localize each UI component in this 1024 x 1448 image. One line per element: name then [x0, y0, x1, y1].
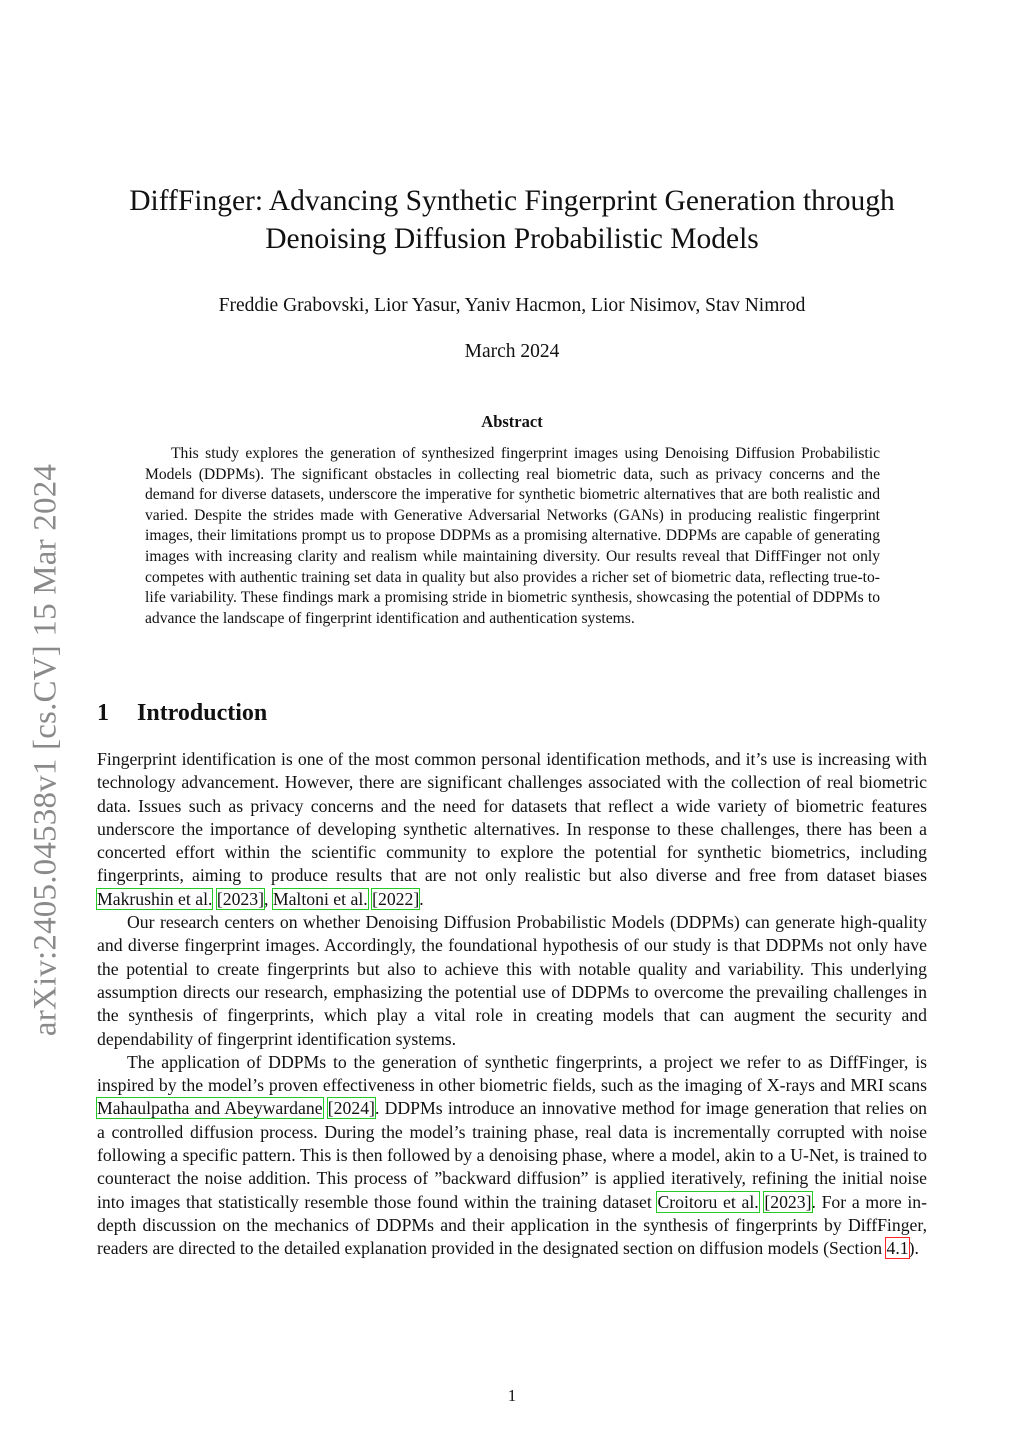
publication-date: March 2024: [464, 341, 560, 362]
paragraph-1-text: Fingerprint identification is one of the most common personal identification methods, and it’s use is increasing with technology advancement. However, there are significant challenges associated with the collection of real biometric data. Issues such as privacy concerns and the need for datasets that reflect a wide variety of biometric features underscore the importance of developing synthetic alternatives. In response to these challenges, there has been a concerted effort within the scientific community to explore the potential for synthetic biometrics, including fingerprints, aiming to produce results that are not only realistic but also diverse and free from dataset biases: [97, 749, 927, 886]
section-title: Introduction: [137, 700, 268, 726]
introduction-body: [97, 748, 927, 1261]
citation-separator: ,: [264, 888, 273, 909]
author-list: Freddie Grabovski, Lior Yasur, Yaniv Hacmon, Lior Nisimov, Stav Nimrod: [218, 295, 806, 316]
abstract-heading: Abstract: [481, 412, 543, 431]
citation-maltoni-name[interactable]: Maltoni et al.: [272, 888, 368, 909]
arxiv-identifier: arXiv:2405.04538v1 [cs.CV] 15 Mar 2024: [27, 463, 64, 1037]
page-number: 1: [507, 1386, 517, 1405]
paragraph-1-end: .: [419, 888, 424, 909]
paragraph-3-text-b: . DDPMs introduce an innovative method for image generation that relies on a controlled diffusion process. During the model’s training phase, real data is incrementally corrupted with noise following a specific pattern. This is then followed by a denoising phase, where a model, akin to a U-Net, is trained to counteract the noise addition. This process of ”backward diffusion” is applied iteratively, refining the initial noise into images that statistically resemble those found within the training dataset: [97, 1098, 928, 1212]
section-number: 1: [97, 700, 109, 726]
paragraph-3: [97, 1051, 927, 1261]
paragraph-1: [97, 748, 927, 911]
citation-maltoni-year[interactable]: [2022]: [372, 888, 420, 909]
arxiv-sidebar: [16, 440, 76, 1060]
title-line-1: DiffFinger: Advancing Synthetic Fingerprint Generation through: [129, 185, 895, 217]
citation-mahaulpatha-year[interactable]: [2024]: [327, 1098, 375, 1119]
section-reference-link[interactable]: 4.1: [886, 1238, 909, 1259]
citation-mahaulpatha-name[interactable]: Mahaulpatha and Abeywardane: [97, 1098, 323, 1119]
paragraph-2: Our research centers on whether Denoising Diffusion Probabilistic Models (DDPMs) can generate high-quality and diverse fingerprint images. Accordingly, the foundational hypothesis of our study is that DDPMs not only have the potential to create fingerprints but also to achieve this with notable quality and variability. This underlying assumption directs our research, emphasizing the potential use of DDPMs to overcome the prevailing challenges in the synthesis of fingerprints, which play a vital role in creating models that can augment the security and dependability of fingerprint identification systems.: [97, 912, 927, 1049]
paragraph-3-text-a: The application of DDPMs to the generation of synthetic fingerprints, a project we refer to as DiffFinger, is inspired by the model’s proven effectiveness in other biometric fields, such as the imaging of X-rays and MRI scans: [97, 1051, 927, 1096]
paragraph-3-text-d: ).: [908, 1238, 919, 1259]
paper-title: [100, 182, 924, 258]
title-line-2: Denoising Diffusion Probabilistic Models: [265, 223, 759, 255]
section-heading-introduction: [97, 700, 267, 727]
citation-croitoru-year[interactable]: [2023]: [764, 1191, 812, 1212]
paragraph-3-text-c: . For a more in-depth discussion on the mechanics of DDPMs and their application in the synthesis of fingerprints by DiffFinger, readers are directed to the detailed explanation provided in the designated section on diffusion models (Section: [97, 1191, 928, 1259]
citation-makrushin-name[interactable]: Makrushin et al.: [97, 888, 213, 909]
citation-croitoru-name[interactable]: Croitoru et al.: [657, 1191, 759, 1212]
abstract-text: This study explores the generation of synthesized fingerprint images using Denoising Diffusion Probabilistic Models (DDPMs). The significant obstacles in collecting real biometric data, such as privacy concerns and the demand for diverse datasets, underscore the imperative for synthetic biometric alternatives that are both realistic and varied. Despite the strides made with Generative Adversarial Networks (GANs) in producing realistic fingerprint images, their limitations prompt us to propose DDPMs as a promising alternative. DDPMs are capable of generating images with increasing clarity and realism while maintaining diversity. Our results reveal that DiffFinger not only competes with authentic training set data in quality but also provides a richer set of biometric data, reflecting true-to-life variability. These findings mark a promising stride in biometric synthesis, showcasing the potential of DDPMs to advance the landscape of fingerprint identification and authentication systems.: [145, 445, 880, 627]
citation-makrushin-year[interactable]: [2023]: [216, 888, 265, 909]
